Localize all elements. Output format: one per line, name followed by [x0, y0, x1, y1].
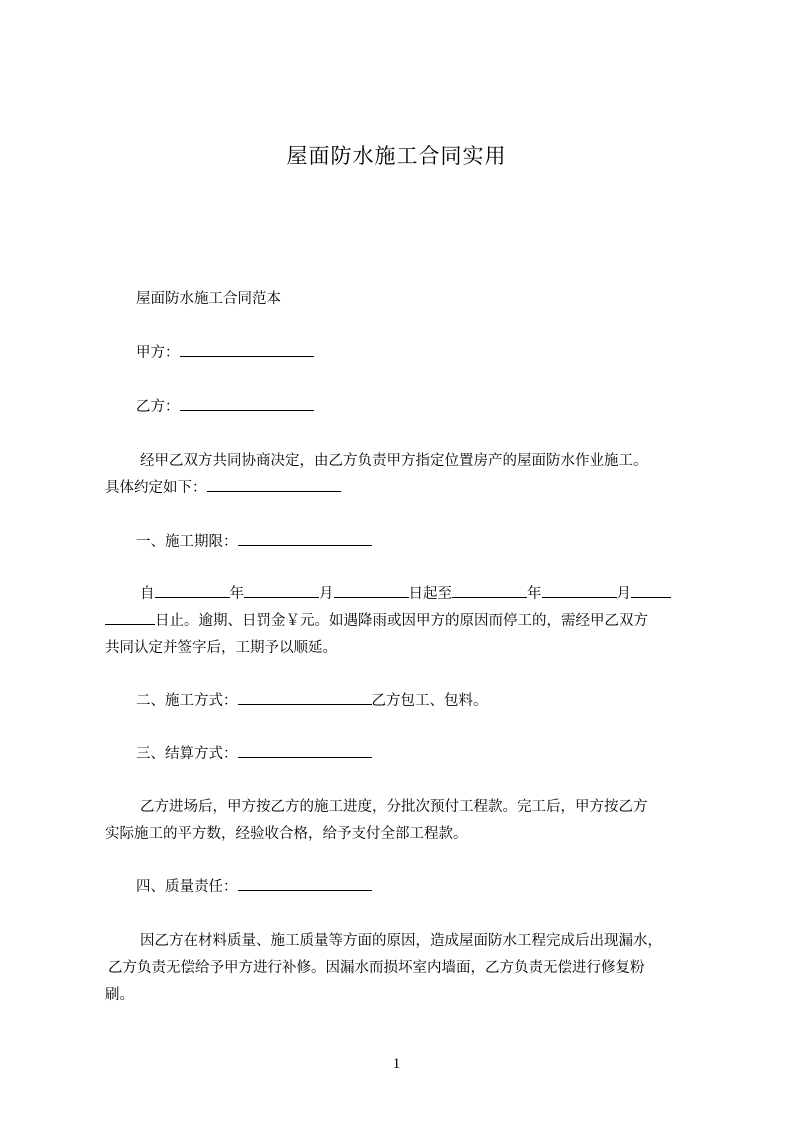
period-line-3: 共同认定并签字后，工期予以顺延。 — [105, 640, 337, 656]
period-year-2: 年 — [527, 586, 542, 602]
section-3-blank — [238, 743, 372, 758]
section-3-line — [136, 741, 736, 768]
day-from-blank — [334, 583, 409, 598]
month-to-blank — [542, 583, 617, 598]
section-2-blank — [238, 690, 372, 705]
year-from-blank — [155, 583, 230, 598]
day-to-blank-a — [631, 583, 671, 598]
intro-line-2 — [105, 475, 705, 502]
month-from-blank — [244, 583, 319, 598]
section-1-heading-line — [136, 529, 736, 556]
section-2-line — [136, 688, 736, 715]
period-line-2-text: 日止。逾期、日罚金￥元。如遇降雨或因甲方的原因而停工的，需经甲乙双方 — [155, 613, 648, 629]
section-2-heading: 二、施工方式： — [136, 693, 238, 709]
section-4-blank — [238, 876, 372, 891]
contract-subtitle: 屋面防水施工合同范本 — [136, 291, 281, 307]
intro-label: 具体约定如下： — [105, 480, 207, 496]
section-3-heading: 三、结算方式： — [136, 746, 238, 762]
intro-line-1: 经甲乙双方共同协商决定，由乙方负责甲方指定位置房产的屋面防水作业施工。 — [140, 453, 648, 469]
quality-line-2: 乙方负责无偿给予甲方进行补修。因漏水而损坏室内墙面，乙方负责无偿进行修复粉 — [108, 960, 645, 976]
period-month-2: 月 — [616, 586, 631, 602]
period-month-1: 月 — [319, 586, 334, 602]
party-a-blank — [180, 342, 314, 357]
section-1-blank — [238, 531, 372, 546]
day-to-blank-b — [105, 610, 155, 625]
page-number: 1 — [392, 1056, 401, 1072]
party-a-label: 甲方： — [136, 345, 180, 361]
section-4-line — [136, 874, 736, 901]
party-b-line — [136, 394, 736, 421]
section-4-heading: 四、质量责任： — [136, 879, 238, 895]
period-day-from: 日起至 — [408, 586, 452, 602]
settlement-line-2: 实际施工的平方数，经验收合格，给予支付全部工程款。 — [105, 826, 468, 842]
page-title: 屋面防水施工合同实用 — [286, 144, 507, 168]
intro-blank — [207, 477, 341, 492]
period-line-2 — [105, 608, 705, 635]
period-line-1 — [140, 581, 740, 608]
section-1-heading: 一、施工期限： — [136, 534, 238, 550]
section-2-tail: 乙方包工、包料。 — [371, 693, 488, 709]
period-year-1: 年 — [229, 586, 244, 602]
settlement-line-1: 乙方进场后，甲方按乙方的施工进度，分批次预付工程款。完工后，甲方按乙方 — [140, 799, 648, 815]
party-b-label: 乙方： — [136, 399, 180, 415]
party-a-line — [136, 340, 736, 367]
quality-line-3: 刷。 — [105, 987, 134, 1003]
party-b-blank — [180, 396, 314, 411]
year-to-blank — [452, 583, 527, 598]
quality-line-1: 因乙方在材料质量、施工质量等方面的原因，造成屋面防水工程完成后出现漏水， — [140, 933, 662, 949]
period-from: 自 — [140, 586, 155, 602]
